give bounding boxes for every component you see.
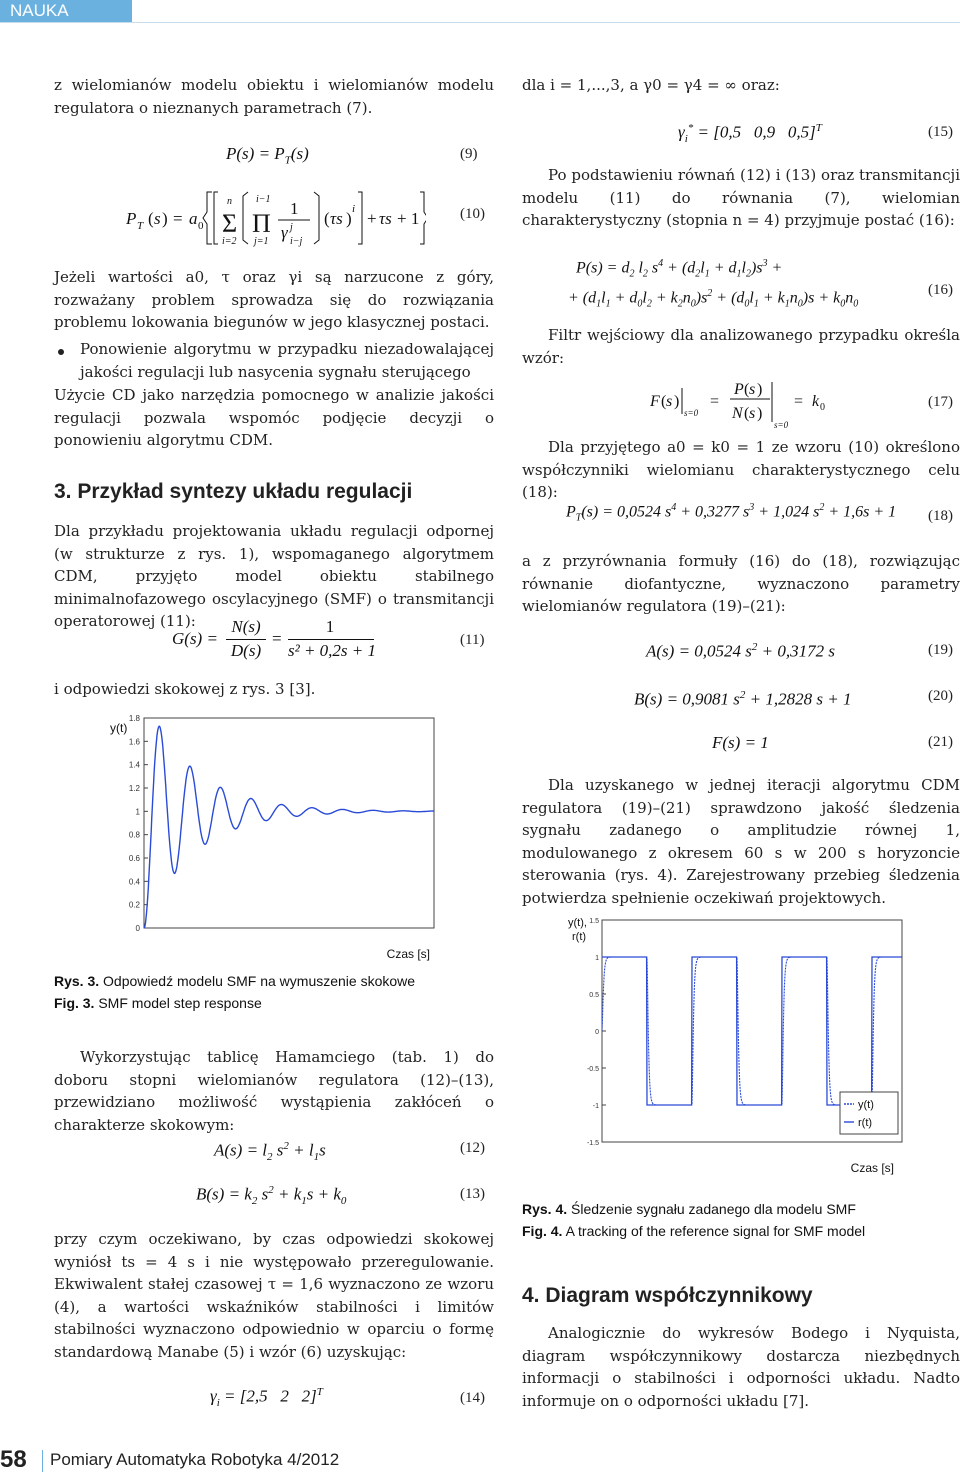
svg-text:s: s [749,381,756,398]
svg-text:+: + [367,209,377,228]
equation-20-number: (20) [928,688,953,704]
figure-3-chart [108,708,448,970]
section-4-title: 4. Diagram współczynnikowy [522,1284,813,1307]
paragraph-filtr: Filtr wejściowy dla analizowanego przypadku określa wzór: [522,326,960,367]
svg-text:): ) [757,381,763,398]
caption-label: Rys. 4. [522,1201,568,1217]
section-tag: NAUKA [0,0,132,22]
caption-text: Odpowiedź modelu SMF na wymuszenie skokowe [103,973,416,989]
y-tick-label: -1.5 [586,1140,599,1147]
caption-label: Fig. 4. [522,1223,563,1239]
caption-text: A tracking of the reference signal for SMF model [565,1223,866,1239]
figure-4-caption-pl [522,1198,960,1220]
paragraph-sec3: Dla przykładu projektowania układu regulacji odpornej (w strukturze z rys. 1), wspomaganego algorytmem CDM, przyjęto model obiektu stabilnego minimalnofazowego oscylacyjnego (SMF) o transmitancji operatorowej (11): [54,522,494,631]
paragraph-cd: Użycie CD jako narzędzia pomocnego w analizie jakości regulacji pozwala wspomóc podjęcie decyzji o ponowieniu algorytmu CDM. [54,386,494,450]
caption-text: SMF model step response [98,995,262,1011]
equation-9: $P(s) = P_T(s)$ [226,144,309,167]
equation-16-number: (16) [928,282,953,298]
y-tick-label: 1.8 [128,714,140,723]
paragraph-uzyskanego: Dla uzyskanego w jednej iteracji algorytmu CDM regulatora (19)–(21) sprawdzono jakość śledzenia sygnału zadanego o amplitudzie równej 1, modulowanego z okresem 60 s w 200 s horyzoncie sterowania (rys. 4). Zarejestrowany przebieg śledzenia potwierdza spełnienie oczekiwań projektowych. [522,776,960,907]
equation-15: $\gamma_i^* = [0,5$ 0,9 0,5]$^T$ [678,122,822,146]
paragraph-po-podstawieniu: Po podstawieniu równań (12) i (13) oraz transmitancji modelu (11) do równania (7), wielomian charakterystyczny (stopnia n = 4) przyjmuje postać (16): [522,166,960,230]
svg-text:): ) [162,209,168,228]
intro-paragraph: z wielomianów modelu obiektu i wielomianów modelu regulatora o nieznanych parametrach (7). [54,76,494,117]
equation-11-lhs: G(s) = [172,629,218,648]
tracking-plot [568,914,918,1176]
equation-11-number: (11) [460,632,485,648]
svg-text:j: j [290,222,293,233]
figure-4-caption-en [522,1220,960,1242]
y-tick-label: 0 [135,924,140,933]
equation-11-eq: = [272,629,282,648]
svg-text:τs: τs [379,209,392,228]
paragraph-a-z: a z przyrównania formuły (16) do (18), rozwiązując równanie diofantyczne, wyznaczono parametry wielomianów regulatora (19)–(21): [522,552,960,616]
fraction-bar [288,639,374,640]
caption-text: Śledzenie sygnału zadanego dla modelu SMF [571,1201,856,1217]
svg-text:s: s [666,393,673,410]
svg-text:=: = [710,393,720,410]
paragraph-sec4: Analogicznie do wykresów Bodego i Nyquista, diagram współczynnikowy dostarcza niezbędnych informacji o stabilności i odporności układu. Nadto informuje on o odporności układu [7]. [522,1324,960,1410]
equation-10-number: (10) [460,206,485,222]
step-response-plot [108,708,448,966]
equation-16-line-2: + $(d_1l_1 + d_0l_2 + k_2n_0)s^2 + (d_0l_1 + k_1n_0)s + k_0n_0$ [568,288,859,310]
equation-18-number: (18) [928,508,953,524]
y-tick-label: -1 [592,1103,599,1110]
svg-text:P: P [126,209,137,228]
footer-divider [42,1450,43,1472]
paragraph-wykorzystujac: Wykorzystując tablicę Hamamciego (tab. 1) do doboru stopni wielomianów regulatora (12)–(13), przewidziano możliwość wystąpienia zakłóceń o charakterze skokowym: [54,1048,494,1134]
paragraph-dla: dla i = 1,...,3, a γ0 = γ4 = ∞ oraz: [522,76,780,94]
bullet-marker [58,349,64,355]
figure-3-caption-pl [54,970,494,992]
equation-11-numerator: N(s) [231,617,261,636]
equation-19: A(s) = 0,0524 $s^2 + 0,3172$ s [646,641,836,661]
equation-9-number: (9) [460,146,478,162]
svg-text:(: ( [661,393,667,410]
y-tick-label: 0.5 [589,992,599,999]
equation-16-line-1: $P(s) = d_2$ $l_2$ $s^4 + (d_2l_1 + d_1l_2)s^3$ + [576,258,783,280]
equation-14: $\gamma_i = [2,5$ 2 2]$^T$ [210,1386,323,1410]
svg-text:): ) [346,209,352,228]
y-axis-label: y(t) [110,721,128,735]
svg-text:τs: τs [330,209,343,228]
y-tick-label: 1.5 [589,918,599,925]
caption-label: Fig. 3. [54,995,95,1011]
svg-text:1: 1 [290,199,299,218]
y-tick-label: 0.8 [128,830,140,840]
y-tick-label: 0.2 [128,900,140,910]
equation-13: $B(s) = k_2$ $s^2 + k_1s + k_0$ [196,1184,347,1208]
svg-text:(: ( [744,381,750,398]
svg-text:+ 1: + 1 [397,209,420,228]
paragraph-odpowiedz: i odpowiedzi skokowej z rys. 3 [3]. [54,680,316,698]
equation-18: $P_T(s) = 0,0524$ $s^4 + 0,3277$ $s^3 + 1,024$ $s^2 + 1,6s + 1$ [566,502,897,524]
equation-20: B(s) = 0,9081 $s^2 + 1,2828$ s + 1 [634,689,852,709]
svg-text:T: T [137,220,144,232]
journal-title: Pomiary Automatyka Robotyka 4/2012 [50,1450,340,1469]
figure-3-caption-en [54,992,494,1014]
y-tick-label: 0.6 [128,854,140,863]
svg-text:s: s [749,405,756,422]
section-3-title: 3. Przykład syntezy układu regulacji [54,480,413,503]
y-tick-label: 1 [595,955,599,962]
equation-19-number: (19) [928,642,953,658]
svg-text:n: n [227,196,232,207]
y-tick-label: 0 [595,1029,599,1036]
y-tick-label: 1.2 [128,784,140,793]
equation-11-denominator-2: s² + 0,2s + 1 [287,641,377,660]
svg-text:s: s [154,209,161,228]
page-number: 58 [0,1446,27,1473]
equation-15-number: (15) [928,124,953,140]
svg-text:s=0: s=0 [774,420,789,430]
legend-label-r: r(t) [858,1117,873,1129]
x-axis-label: Czas [s] [386,947,430,961]
legend-label-y: y(t) [858,1099,874,1111]
figure-4-chart [568,914,918,1180]
paragraph-jezeli: Jeżeli wartości a0, τ oraz γi są narzucone z góry, rozważany problem sprowadza się do rozwiązania problemu lokowania biegunów w jego klasycznej postaci. [54,268,494,332]
y-tick-label: 0.4 [128,877,140,887]
svg-text:P: P [734,381,744,398]
paragraph-dla-przyjetego: Dla przyjętego a0 = k0 = 1 ze wzoru (10) określono współczynniki wielomianu charakterystycznego celu (18): [522,438,960,502]
equation-17-number: (17) [928,394,953,410]
svg-text:): ) [757,405,763,422]
plot-frame [144,718,434,928]
y-tick-label: 1.6 [128,737,140,747]
y-tick-label: -0.5 [586,1066,599,1073]
equation-10 [126,182,426,252]
equation-12: $A(s) = l_2$ $s^2 + l_1s$ [214,1140,326,1164]
svg-text:=: = [794,393,804,410]
svg-text:(: ( [324,209,330,228]
y-tick-label: 1.4 [128,760,140,770]
svg-text:a: a [189,209,198,228]
svg-text:s=0: s=0 [684,408,699,418]
equation-21: F(s) = 1 [712,733,769,752]
svg-text:j=1: j=1 [254,236,269,247]
svg-text:Σ: Σ [222,209,238,238]
svg-text:γ: γ [281,223,288,242]
equation-14-number: (14) [460,1390,485,1406]
svg-text:i−j: i−j [290,236,303,247]
header-divider [0,22,960,23]
svg-text:): ) [674,393,680,410]
svg-text:Π: Π [252,209,271,238]
svg-text:(: ( [744,405,750,422]
svg-text:k: k [812,393,820,410]
svg-text:i−1: i−1 [256,194,271,205]
y-tick-label: 1 [135,807,140,817]
y-axis-label: y(t), [568,917,587,929]
x-axis-label: Czas [s] [850,1161,894,1175]
svg-text:N: N [732,405,743,422]
equation-12-number: (12) [460,1140,485,1156]
svg-text:i: i [352,203,356,215]
paragraph-przy-czym: przy czym oczekiwano, by czas odpowiedzi skokowej wyniósł ts = 4 s i nie występowało przeregulowanie. Ekwiwalent stałej czasowej τ = 1,6 wyznaczono ze wzoru (4), a wartości wskaźników stabilności i limitów stabilności wyznaczono odpowiednio w oparciu o formę standardową Manabe (5) i wzór (6) uzyskując: [54,1230,494,1361]
equation-13-number: (13) [460,1186,485,1202]
bullet-item-text: Ponowienie algorytmu w przypadku niezadowalającej jakości regulacji lub nasycenia sygnału sterującego [80,340,494,381]
equation-21-number: (21) [928,734,953,750]
svg-text:0: 0 [820,402,825,413]
equation-11-denominator: D(s) [230,641,262,660]
page-header [0,0,960,22]
svg-text:F: F [650,393,660,410]
page-footer [0,1446,960,1476]
equation-11-numerator-2: 1 [325,617,335,636]
svg-text:(: ( [148,209,154,228]
svg-text:i=2: i=2 [222,236,237,247]
caption-label: Rys. 3. [54,973,100,989]
svg-text:=: = [173,209,183,228]
y-axis-label: r(t) [572,931,587,943]
svg-text:0: 0 [198,220,204,232]
equation-17 [650,376,870,432]
fraction-bar [226,639,266,640]
